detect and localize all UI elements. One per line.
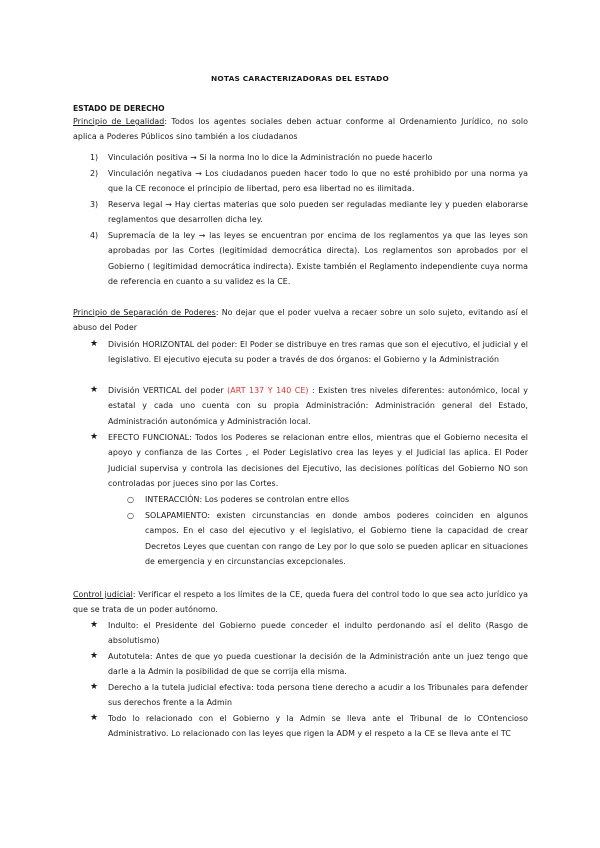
control-item: Indulto: el Presidente del Gobierno puede conceder el indulto perdonando así el delito (Rasgo de absolutismo) (108, 621, 528, 646)
separacion-subitem: INTERACCIÓN: Los poderes se controlan entre ellos (145, 495, 350, 504)
separacion-paragraph (73, 305, 528, 336)
separacion-item-text: : Existen tres niveles diferentes: autonómico, local y estatal y cada uno cuenta con su propia Administración: Administración general del Estado, Administración autonómica y Administración local. (108, 386, 529, 426)
legalidad-item: Vinculación negativa → Los ciudadanos pueden hacer todo lo que no esté prohibido por una norma ya que la CE reconoce el principio de libertad, pero esa libertad no es ilimitada. (108, 169, 528, 194)
legalidad-intro: : Todos los agentes sociales deben actuar conforme al Ordenamiento Jurídico, no solo aplica a Poderes Públicos sino también a los ciudadanos (73, 117, 528, 142)
control-item: Autotutela: Antes de que yo pueda cuestionar la decisión de la Administración ante un juez tengo que darle a la Admin la posibilidad de que se corrija ella misma. (108, 652, 528, 677)
legalidad-paragraph (73, 114, 528, 145)
list-number: 1) (90, 153, 99, 162)
star-bullet-icon: ★ (90, 713, 99, 723)
star-bullet-icon: ★ (90, 432, 99, 442)
section-heading: ESTADO DE DERECHO (73, 104, 165, 113)
separacion-item: EFECTO FUNCIONAL: Todos los Poderes se relacionan entre ellos, mientras que el Gobierno necesita el apoyo y confianza de las Cortes , el Poder Legislativo crea las leyes y el Judicial las aplica. El Poder Judicial supervisa y controla las decisiones del Ejecutivo, las decisiones políticas del Gobierno NO son controladas por jueces sino por las Cortes. (108, 433, 528, 488)
list-number: 2) (90, 169, 99, 178)
control-item: Derecho a la tutela judicial efectiva: toda persona tiene derecho a acudir a los Tribunales para defender sus derechos frente a la Admin (108, 683, 528, 708)
star-bullet-icon: ★ (90, 651, 99, 661)
legalidad-label: Principio de Legalidad (73, 117, 165, 126)
separacion-intro: : No dejar que el poder vuelva a recaer sobre un solo sujeto, evitando así el abuso del Poder (73, 308, 528, 333)
separacion-item (108, 383, 528, 429)
article-reference: (ART 137 Y 140 CE) (227, 386, 309, 395)
control-intro: : Verificar el respeto a los límites de la CE, queda fuera del control todo lo que sea acto jurídico ya que se trata de un poder autónomo. (73, 590, 528, 615)
legalidad-item: Vinculación positiva → Si la norma lno lo dice la Administración no puede hacerlo (108, 153, 433, 162)
list-number: 3) (90, 200, 99, 209)
star-bullet-icon: ★ (90, 620, 99, 630)
control-label: Control judicial (73, 590, 133, 599)
document-title: NOTAS CARACTERIZADORAS DEL ESTADO (211, 74, 389, 83)
separacion-item: División HORIZONTAL del poder: El Poder se distribuye en tres ramas que son el ejecutivo, el judicial y el legislativo. El ejecutivo ejecuta su poder a través de dos órganos: el Gobierno y la Administración (108, 340, 528, 365)
legalidad-item: Reserva legal → Hay ciertas materias que solo pueden ser reguladas mediante ley y pueden elaborarse reglamentos que desarrollen dicha ley. (108, 200, 528, 225)
control-item: Todo lo relacionado con el Gobierno y la Admin se lleva ante el Tribunal de lo COntencioso Administrativo. Lo relacionado con las leyes que rigen la ADM y el respeto a la CE se lleva ante el TC (108, 714, 528, 739)
separacion-subitem: SOLAPAMIENTO: existen circunstancias en donde ambos poderes coinciden en algunos campos. En el caso del ejecutivo y el legislativo, el Gobierno tiene la capacidad de crear Decretos Leyes que cuentan con rango de Ley por lo que solo se pueden aplicar en situaciones de emergencia y en circunstancias excepcionales. (145, 511, 528, 566)
list-number: 4) (90, 231, 99, 240)
circle-bullet-icon: ○ (127, 495, 134, 504)
star-bullet-icon: ★ (90, 682, 99, 692)
legalidad-item: Supremacía de la ley → las leyes se encuentran por encima de los reglamentos ya que las leyes son aprobadas por las Cortes (legitimidad democrática directa). Los reglamentos son aprobados por el Gobierno ( legitimidad democrática indirecta). Existe también el Reglamento independiente cuya norma de referencia en cuanto a su validez es la CE. (108, 231, 528, 286)
separacion-item-text: División VERTICAL del poder (108, 386, 228, 395)
circle-bullet-icon: ○ (127, 511, 134, 520)
star-bullet-icon: ★ (90, 339, 99, 349)
star-bullet-icon: ★ (90, 385, 99, 395)
control-paragraph (73, 587, 528, 618)
separacion-label: Principio de Separación de Poderes (73, 308, 216, 317)
